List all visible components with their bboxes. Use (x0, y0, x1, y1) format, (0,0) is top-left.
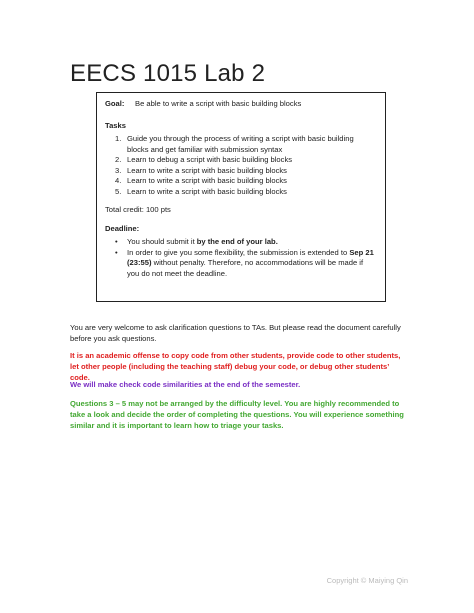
deadline-label: Deadline: (105, 223, 140, 233)
task-text: Guide you through the process of writing a script with basic building blocks and get familiar with submission syntax (127, 134, 354, 154)
tasks-label: Tasks (105, 120, 126, 130)
page-title: EECS 1015 Lab 2 (70, 60, 266, 87)
task-item (105, 187, 377, 198)
goal-label: Goal: (105, 99, 125, 108)
deadline-emphasis: by the end of your lab. (196, 237, 278, 246)
welcome-paragraph: You are very welcome to ask clarification questions to TAs. But please read the document carefully before you ask questions. (70, 323, 401, 343)
deadline-date: Sep 21 (23:55) (127, 247, 374, 267)
task-number: 5. (115, 186, 122, 196)
question-order-note: Questions 3 – 5 may not be arranged by the difficulty level. You are highly recommended to take a look and decide the order of completing the questions. You will experience something similar and it is important to learn how to triage your tasks. (70, 399, 404, 430)
task-item (105, 155, 377, 166)
task-text: Learn to write a script with basic building blocks (127, 176, 287, 185)
task-item (105, 166, 377, 177)
total-credit: Total credit: 100 pts (105, 205, 171, 214)
similarity-check-notice: We will make check code similarities at the end of the semester. (70, 380, 301, 389)
task-number: 3. (115, 165, 122, 175)
task-number: 1. (115, 134, 122, 143)
task-text: Learn to debug a script with basic building blocks (127, 155, 293, 164)
task-item (105, 134, 377, 155)
task-item (105, 176, 377, 187)
deadline-item (105, 237, 377, 248)
task-list (105, 134, 377, 197)
task-number: 2. (115, 155, 122, 164)
task-number: 4. (115, 176, 122, 185)
bullet: • (115, 247, 118, 257)
deadline-text: In order to give you some flexibility, the submission is extended to Sep 21 (23:55) without penalty. Therefore, no accommodations will be made if you do not meet the deadline. (127, 247, 374, 278)
bullet: • (115, 237, 118, 246)
task-text: Learn to write a script with basic building blocks (127, 165, 287, 175)
deadline-text: You should submit it by the end of your lab. (127, 237, 278, 246)
lab-info-box (96, 92, 386, 302)
task-text: Learn to write a script with basic building blocks (127, 186, 287, 196)
academic-offense-warning: It is an academic offense to copy code from other students, provide code to other students, let other people (including the teaching staff) debug your code, or debug other students’ code. (70, 351, 401, 382)
deadline-list (105, 237, 377, 279)
deadline-item (105, 248, 377, 280)
goal-text: Be able to write a script with basic building blocks (135, 99, 302, 108)
copyright-footer: Copyright © Maiying Qin (326, 576, 408, 585)
goal-row (105, 99, 377, 110)
